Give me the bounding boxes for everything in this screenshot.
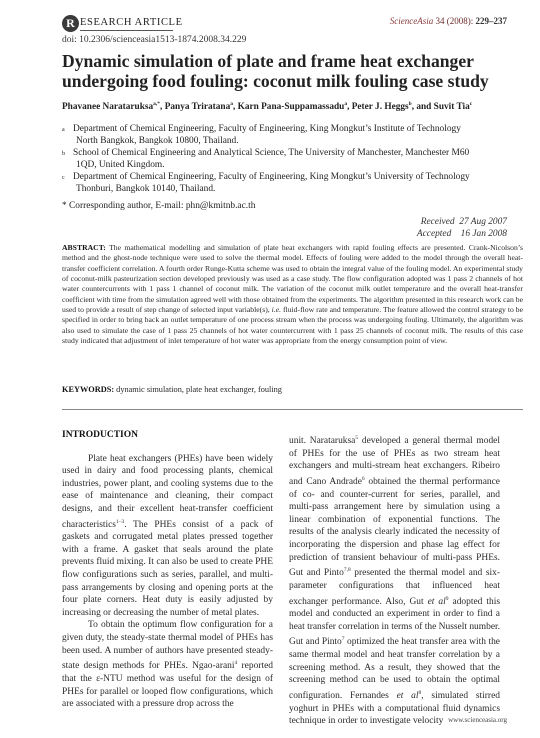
affiliation-mark: c <box>62 175 65 181</box>
keywords-label: KEYWORDS: <box>62 385 115 394</box>
abstract-label: ABSTRACT: <box>62 243 106 252</box>
intro-paragraph-1 <box>62 453 273 620</box>
section-heading-introduction: INTRODUCTION <box>62 430 139 440</box>
text-run: , simulated stirred yoghurt in PHEs with a computational fluid dynamics technique in order to investigate velocity <box>289 691 500 727</box>
author-2: Panya Triratana <box>164 102 231 113</box>
text-run: adopted this model and conducted an experiment in order to find a heat transfer correlation in terms of the Nusselt number. Gut and Pinto <box>289 596 501 648</box>
journal-volume: 34 (2008): <box>435 16 474 26</box>
article-dates <box>417 216 507 240</box>
corresponding-email-link[interactable]: phn@kmitnb.ac.th <box>185 201 256 211</box>
author-and: and <box>416 102 432 113</box>
author-4-affil: b <box>408 101 412 107</box>
author-2-affil: a <box>230 101 233 107</box>
affiliation-line: Department of Chemical Engineering, Faculty of Engineering, King Mongkut’s Institute of Technology <box>73 124 461 134</box>
corresponding-label: Corresponding author, E-mail: <box>69 201 184 211</box>
article-type-label: ESEARCH ARTICLE <box>80 17 183 28</box>
corresponding-mark: * <box>62 201 67 211</box>
intro-paragraph-2 <box>62 619 273 710</box>
journal-citation <box>390 16 507 26</box>
affiliation-b <box>62 147 522 171</box>
paper-title: Dynamic simulation of plate and frame heat exchanger undergoing food fouling: coconut milk fouling case study <box>62 51 489 91</box>
text-run: et al <box>427 596 446 607</box>
accepted-label: Accepted <box>416 229 452 239</box>
citation-ref[interactable]: 1–3 <box>115 518 125 525</box>
keywords <box>62 385 282 394</box>
citation-ref[interactable]: 7 <box>341 636 345 643</box>
abstract-text: fluid-flow rate and temperature. The feature allowed the control strategy to be specified in order to bring back an outlet temperature of one process stream when the process was undergoing fouling. Ultimately, the algorithm was also used to simulate the case of 1 pass 25 channels of hot water countercurrent with 1 pass 25 channels of coconut milk. The results of this case study indicated that adjustment of inlet temperature of hot water was appropriate from the energy consumption point of view. <box>62 305 523 346</box>
citation-ref[interactable]: 8 <box>418 689 422 696</box>
affiliation-mark: a <box>62 127 65 133</box>
text-run: developed a general thermal model of PHEs for the use of PHEs as two stream heat exchangers and multi-stream heat exchangers. Ribeiro and Cano Andrade <box>289 436 500 488</box>
keywords-text: dynamic simulation, plate heat exchanger, fouling <box>116 385 282 394</box>
affiliation-line: North Bangkok, Bangkok 10800, Thailand. <box>76 136 239 146</box>
affiliation-mark: b <box>62 151 65 157</box>
text-run: optimized the heat transfer area with the same thermal model and heat transfer correlation by a screening method. As a result, they showed that the screening method can be used to obtain the optimal configuration. Fernandes <box>289 637 500 702</box>
text-run: reported that the ε-NTU method was useful for the design of PHEs for parallel or looped flow configurations, which are associated with a pressure drop across the <box>62 661 273 710</box>
author-list <box>62 101 522 112</box>
journal-pages: 229–237 <box>475 16 507 26</box>
author-sep: , <box>160 102 163 113</box>
author-5-affil: c <box>469 101 473 107</box>
body-column-right <box>289 432 500 728</box>
affiliation-line: Thonburi, Bangkok 10140, Thailand. <box>76 184 216 194</box>
article-type-badge: R <box>62 15 79 32</box>
corresponding-author <box>62 201 255 211</box>
body-column-left <box>62 429 273 711</box>
author-4: Peter J. Heggs <box>351 102 409 113</box>
author-sep: , <box>411 102 415 113</box>
citation-ref[interactable]: 5 <box>355 435 359 441</box>
author-1: Phavanee Narataruksa <box>62 102 154 113</box>
author-sep: , <box>347 102 350 113</box>
abstract-ie: i.e. <box>271 305 282 315</box>
intro-paragraph-2-continued <box>289 432 500 728</box>
affiliation-line: School of Chemical Engineering and Analytical Science, The University of Manchester, Manchester M60 <box>73 148 470 158</box>
rubric-underline <box>80 30 173 31</box>
text-run: To obtain the optimum flow configuration for a given duty, the steady-state thermal model of PHEs has been used. A number of authors have presented steady-state design methods for PHEs. Ngao-arani <box>62 620 273 672</box>
journal-name: ScienceAsia <box>389 16 434 26</box>
author-1-affil: a,* <box>153 101 161 107</box>
text-run: presented the thermal model and six-parameter configurations that influenced heat exchanger performance. Also, Gut <box>289 568 500 607</box>
section-divider <box>62 409 523 410</box>
text-run: . The PHEs consist of a pack of gaskets and corrugated metal plates pressed together with a frame. A gasket that seals around the plate prevents fluid mixing. It can also be used to create PHE flow configurations such as series, parallel, and multi-pass arrangements by closing and opening ports at the four plate corners. Heat duty is easily adjusted by increasing or decreasing the number of metal plates. <box>62 519 273 618</box>
affiliation-a <box>62 123 522 147</box>
citation-ref[interactable]: 7,8 <box>343 567 351 574</box>
affiliation-line: 1QD, United Kingdom. <box>76 160 165 170</box>
affiliations <box>62 123 522 195</box>
accepted-date: 16 Jan 2008 <box>460 229 507 239</box>
affiliation-line: Department of Chemical Engineering, Faculty of Engineering, King Mongkut’s University of Technology <box>73 172 470 182</box>
received-date: 27 Aug 2007 <box>459 217 507 227</box>
citation-ref[interactable]: 6 <box>361 475 365 482</box>
text-run: et al <box>396 691 419 702</box>
doi-link[interactable]: doi: 10.2306/scienceasia1513-1874.2008.34.229 <box>62 35 247 45</box>
author-5: Suvit Tia <box>433 102 470 113</box>
text-run: obtained the thermal performance of co- and counter-current for series, parallel, and multi-pass arrangement here by simulation using a linear combination of exponential functions. The results of the analysis clearly indicated the necessity of incorporating the dispersion and phase lag effect for prediction of transient behaviour of multi-pass PHEs. Gut and Pinto <box>289 477 500 579</box>
author-sep: , <box>232 102 236 113</box>
abstract-text: The mathematical modelling and simulation of plate heat exchangers with rapid fouling effects are presented. Crank-Nicolson’s method and the ghost-node technique were used to solve the thermal model. Effects of fouling were added to the model through the overall heat-transfer coefficient correlation. A fourth order Runge-Kutta scheme was used to obtain the integral value of the fouling model. An experimental study of coconut-milk pasteurization section developed previously was used as a case study. The flow configuration adopted was 1 pass 2 channels of hot water countercurrents with 1 pass 1 channel of coconut milk. The variation of the coconut milk outlet temperature and the overall heat-transfer coefficient with time from the simulation agreed well with those obtained from the experiments. The algorithm presented in this research work can be used to provide a result of step change of selected input variable(s), <box>62 243 523 315</box>
author-3: Karn Pana-Suppamassadu <box>237 102 345 113</box>
citation-ref[interactable]: 4 <box>234 660 238 667</box>
text-run: unit. Narataruksa <box>289 436 356 447</box>
abstract <box>62 243 523 346</box>
footer-website[interactable]: www.scienceasia.org <box>448 716 507 724</box>
citation-ref[interactable]: 9 <box>445 595 449 602</box>
received-label: Received <box>420 217 455 227</box>
text-run: Plate heat exchangers (PHEs) have been widely used in dairy and food processing plants, chemical industries, power plant, and cooling systems due to the ease of maintenance and cleaning, their compact designs, and their excellent heat-transfer coefficient characteristics <box>62 453 273 530</box>
author-3-affil: a <box>344 101 348 107</box>
affiliation-c <box>62 171 522 195</box>
